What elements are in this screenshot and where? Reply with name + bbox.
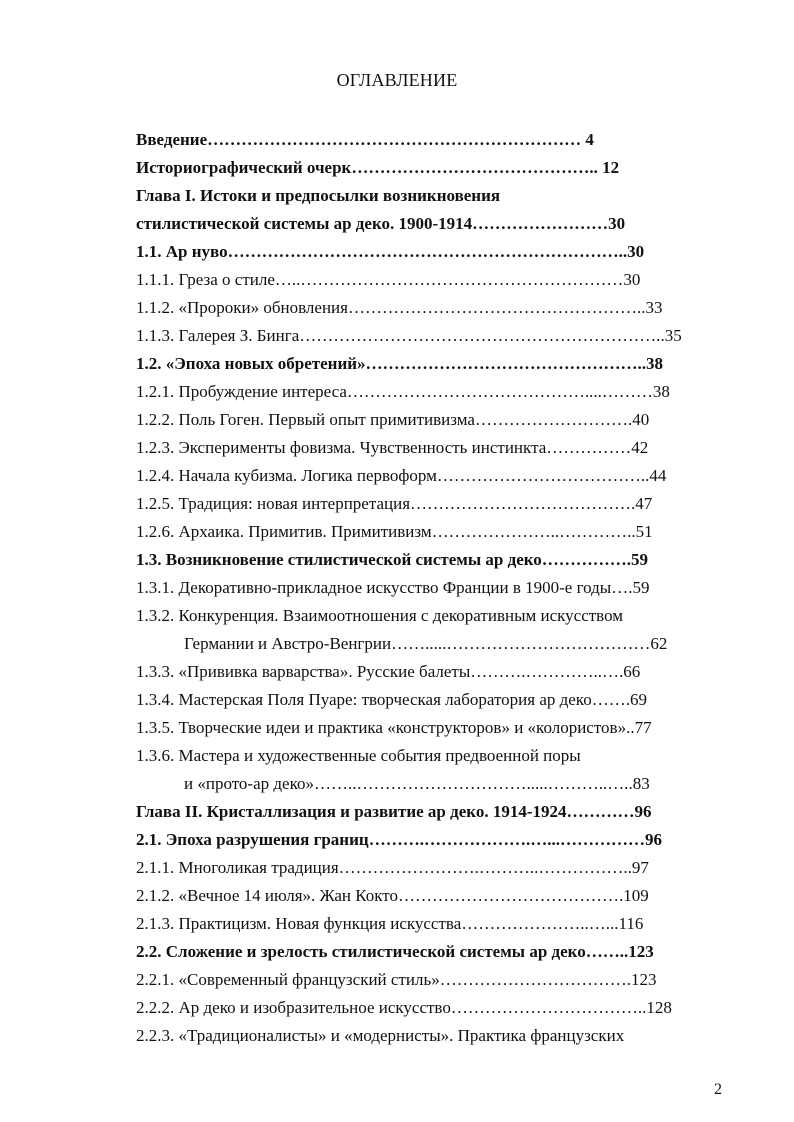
toc-entry: 1.3.6. Мастера и художественные события предвоенной поры [136,746,581,765]
toc-entry: 1.1.1. Греза о стиле…..…………………………………………………30 [136,270,641,289]
toc-entry: 1.3.1. Декоративно-прикладное искусство Франции в 1900-е годы….59 [136,578,650,597]
toc-entry: Историографический очерк…………………………………….. 12 [136,158,620,177]
toc-entry: Введение………………………………………………………… 4 [136,130,594,149]
toc-entry: 1.2.5. Традиция: новая интерпретация………………………………….47 [136,494,653,513]
toc-entry: 1.1. Ар нуво……………………………………………………………..30 [136,242,645,261]
table-of-contents [136,126,701,1050]
toc-entry: 1.2. «Эпоха новых обретений»…………………………………………..38 [136,354,664,373]
page-number: 2 [714,1081,722,1098]
toc-entry: 2.1.1. Многоликая традиция…………………….………..……………..97 [136,858,649,877]
toc-entry: 2.2. Сложение и зрелость стилистической системы ар деко……..123 [136,942,654,961]
toc-entry: 1.3.3. «Прививка варварства». Русские балеты……….…………..….66 [136,662,641,681]
toc-entry: 1.3. Возникновение стилистической системы ар деко…………….59 [136,550,649,569]
toc-entry: 1.2.1. Пробуждение интереса……………………………………....………38 [136,382,670,401]
toc-entry: 2.1.3. Практицизм. Новая функция искусства…………………..…...116 [136,914,644,933]
toc-entry: 2.2.2. Ар деко и изобразительное искусство……………………………..128 [136,998,672,1017]
toc-entry: 2.1. Эпоха разрушения границ……….……………….…...……………96 [136,830,662,849]
toc-entry: стилистической системы ар деко. 1900-1914……………………30 [136,214,626,233]
toc-entry: 2.2.1. «Современный французский стиль»…………………………….123 [136,970,657,989]
toc-entry: 2.1.2. «Вечное 14 июля». Жан Кокто………………………………….109 [136,886,649,905]
toc-entry: 1.3.4. Мастерская Поля Пуаре: творческая лаборатория ар деко…….69 [136,690,647,709]
toc-entry: 1.2.3. Эксперименты фовизма. Чувственность инстинкта……………42 [136,438,649,457]
toc-entry: 1.2.6. Архаика. Примитив. Примитивизм…………………..…………..51 [136,522,653,541]
toc-entry: Германии и Австро-Венгрии…….....………………………………62 [184,634,668,653]
toc-entry: Глава I. Истоки и предпосылки возникновения [136,186,501,205]
toc-entry: и «прото-ар деко»……..………………………….....………..…..83 [184,774,650,793]
toc-entry: 1.2.4. Начала кубизма. Логика первоформ………………………………..44 [136,466,667,485]
toc-entry: 1.2.2. Поль Гоген. Первый опыт примитивизма……………………….40 [136,410,650,429]
toc-entry: 1.3.2. Конкуренция. Взаимоотношения с декоративным искусством [136,606,624,625]
toc-entry: 1.1.2. «Пророки» обновления……………………………………………..33 [136,298,663,317]
page-title: ОГЛАВЛЕНИЕ [336,70,458,90]
toc-entry: 1.3.5. Творческие идеи и практика «конструкторов» и «колористов»..77 [136,718,652,737]
toc-entry: 2.2.3. «Традиционалисты» и «модернисты». Практика французских [136,1026,625,1045]
toc-entry: Глава II. Кристаллизация и развитие ар деко. 1914-1924…………96 [136,802,652,821]
toc-entry: 1.1.3. Галерея З. Бинга………………………………………………………..35 [136,326,682,345]
